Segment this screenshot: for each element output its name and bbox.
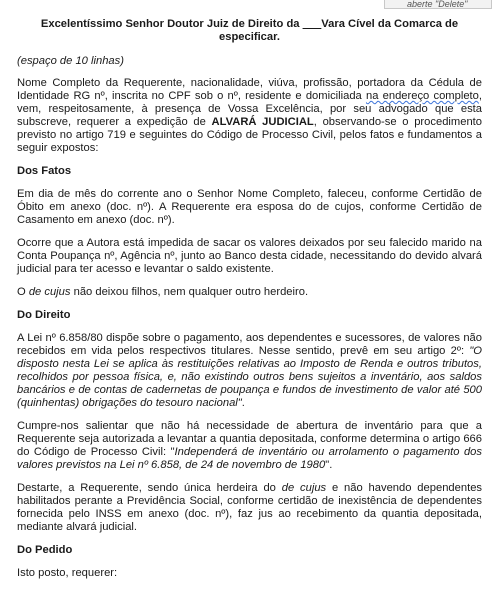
title-part-2: Vara Cível da Comarca de especificar. [219,18,459,43]
direito-p2-b: ". [325,459,333,471]
fatos-paragraph-3 [17,286,482,299]
heading-pedido: Do Pedido [17,544,73,556]
fatos-p3-a: O [17,286,29,298]
petition-document [17,14,482,590]
delete-hint-tab [384,0,492,9]
document-title [17,18,482,44]
direito-paragraph-2 [17,420,482,472]
spelling-error-address[interactable]: na endereço completo [365,90,479,102]
fatos-paragraph-2: Ocorre que a Autora está impedida de sacar os valores deixados por seu falecido marido na Conta Poupança nº, Agência nº, junto ao Banco desta cidade, necessitando do devido alvará judicial para ter acesso e levantar o saldo existente. [17,237,482,275]
intro-text-1: Nome Completo da Requerente, nacionalidade, viúva, profissão, portadora da Cédula de Identidade RG nº, inscrita no CPF sob o nº, residente e domiciliada [17,77,482,102]
direito-paragraph-1 [17,332,482,410]
direito-p1-quote: "O disposto nesta Lei se aplica às restituições relativas ao Imposto de Renda e outros tributos, recolhidos por pessoa física, e, não existindo outros bens sujeitos a inventário, aos saldos bancários e de contas de cadernetas de poupança e fundos de investimento de valor até 500 (quinhentas) obrigações do tesouro nacional" [17,345,482,409]
heading-direito: Do Direito [17,309,71,321]
intro-paragraph [17,77,482,155]
direito-p1-b: . [241,397,245,409]
title-part-1: Excelentíssimo Senhor Doutor Juiz de Direito da [40,18,303,30]
fatos-p3-b: não deixou filhos, nem qualquer outro herdeiro. [70,286,309,298]
direito-p2-a: Cumpre-nos salientar que não há necessidade de abertura de inventário para que a Requerente seja autorizada a levantar a quantia depositada, conforme determina o artigo 666 do Código de Processo Civil: " [17,420,482,458]
direito-p3-a: Destarte, a Requerente, sendo única herdeira do [17,482,282,494]
fatos-paragraph-1: Em dia de mês do corrente ano o Senhor Nome Completo, faleceu, conforme Certidão de Óbito em anexo (doc. nº). A Requerente era esposa do de cujos, conforme Certidão de Casamento em anexo (doc. nº). [17,188,482,226]
direito-paragraph-3 [17,482,482,534]
intro-text-2: , vem, respeitosamente, à presença de Vossa Excelência, por seu advogado que esta subscreve, requerer a expedição de [17,90,482,128]
alvara-judicial-bold: ALVARÁ JUDICIAL [211,116,314,128]
space-note: (espaço de 10 linhas) [17,55,124,67]
direito-p1-a: A Lei nº 6.858/80 dispõe sobre o pagamento, aos dependentes e sucessores, de valores não recebidos em vida pelos respectivos titulares. Nesse sentido, prevê em seu artigo 2º: [17,332,482,357]
fatos-p3-em: de cujus [28,286,71,298]
heading-fatos: Dos Fatos [17,165,72,177]
title-blank: ___ [302,18,322,30]
direito-p3-em: de cujus [281,482,327,494]
delete-hint-label: aberte "Delete" [407,0,468,9]
intro-text-3: , observando-se o procedimento previsto no artigo 719 e seguintes do Código de Processo Civil, pelos fatos e fundamentos a seguir expostos: [17,116,482,154]
direito-p3-b: e não havendo dependentes habilitados perante a Previdência Social, conforme certidão de inexistência de dependentes fornecida pelo INSS em anexo (doc. nº), faz jus ao recebimento da quantia depositada, mediante alvará judicial. [17,482,483,533]
direito-p2-quote: Independerá de inventário ou arrolamento o pagamento dos valores previstos na Lei nº 6.858, de 24 de novembro de 1980 [17,446,483,471]
pedido-paragraph-1: Isto posto, requerer: [17,567,118,579]
